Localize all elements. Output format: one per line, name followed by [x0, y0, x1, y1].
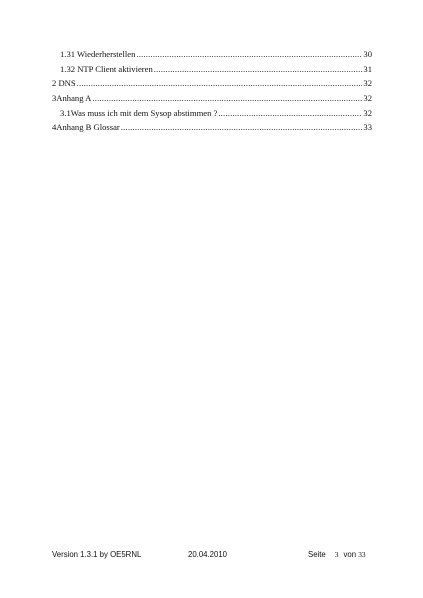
toc-entry-page: 31 [363, 63, 372, 74]
toc-entry-page: 32 [363, 107, 372, 118]
toc-dot-leader [218, 108, 362, 118]
footer-page-of: von [343, 550, 357, 559]
toc-entry[interactable] [52, 49, 372, 64]
toc-dot-leader [154, 64, 363, 74]
page-footer [52, 550, 372, 564]
toc-entry[interactable] [52, 78, 372, 93]
toc-entry[interactable] [52, 64, 372, 79]
toc-entry-title: 3.1Was muss ich mit dem Sysop abstimmen ? [60, 107, 218, 118]
toc-dot-leader [136, 49, 362, 59]
toc-dot-leader [121, 122, 363, 132]
footer-page-number [308, 550, 366, 559]
footer-page-current: 3 [334, 550, 339, 559]
footer-version: Version 1.3.1 by OE5RNL [52, 550, 142, 559]
toc-entry-title: 1.31 Wiederherstellen [60, 49, 136, 59]
toc-entry[interactable] [52, 93, 372, 108]
toc-entry-title: 3Anhang A [52, 93, 92, 104]
toc-entry-page: 32 [363, 78, 372, 89]
toc-entry-title: 4Anhang B Glossar [52, 122, 120, 133]
footer-page-label: Seite [308, 550, 326, 559]
toc-entry-title: 2 DNS [52, 78, 76, 89]
footer-date: 20.04.2010 [188, 550, 228, 559]
toc-entry-page: 30 [363, 49, 372, 59]
toc-dot-leader [77, 78, 363, 88]
toc-entry-title: 1.32 NTP Client aktivieren [60, 63, 153, 74]
toc-dot-leader [92, 93, 362, 103]
toc-entry[interactable] [52, 108, 372, 123]
toc-entry-page: 33 [363, 122, 372, 133]
toc-entry[interactable] [52, 122, 372, 137]
toc-entry-page: 32 [363, 93, 372, 104]
table-of-contents [52, 49, 372, 137]
footer-page-total: 33 [358, 550, 366, 559]
